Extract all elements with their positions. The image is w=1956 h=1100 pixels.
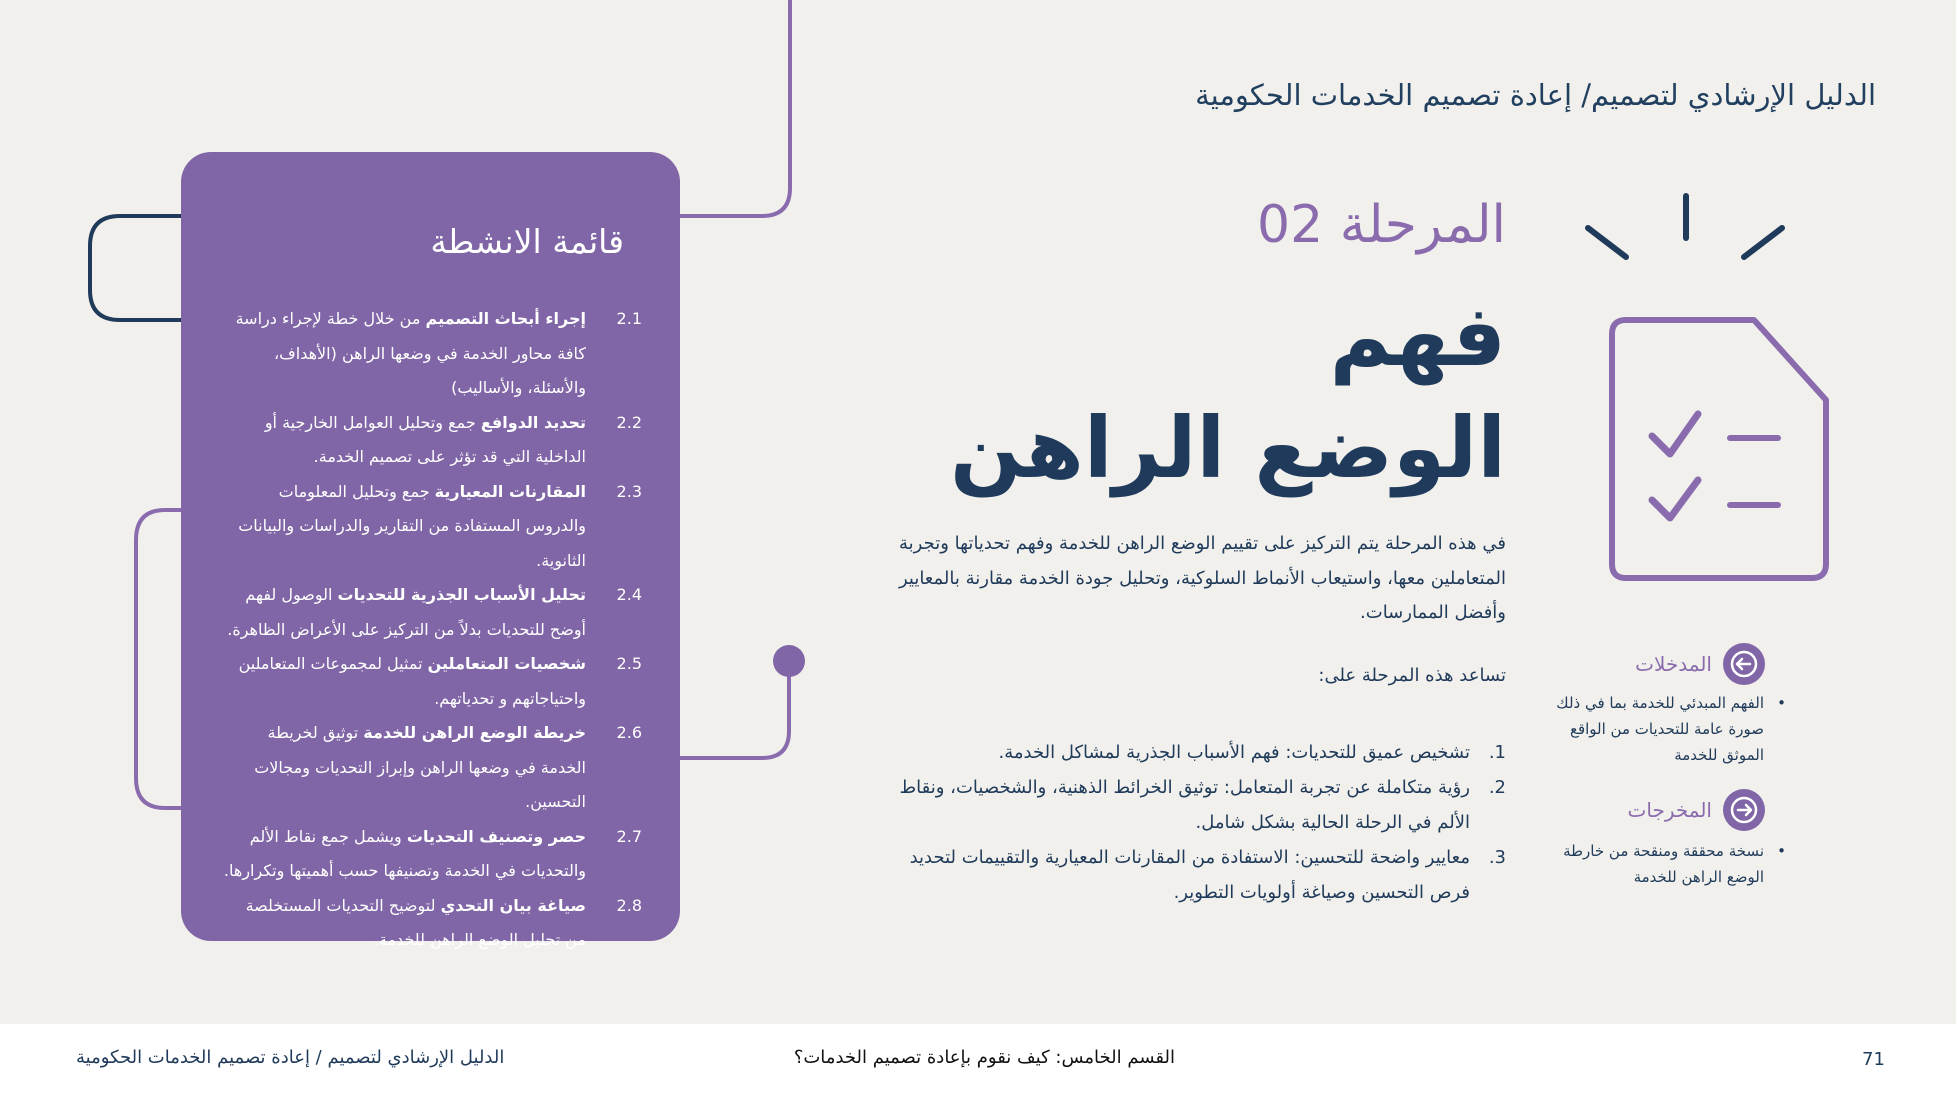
activity-text: المقارنات المعيارية جمع وتحليل المعلومات والدروس المستفادة من التقارير والدراسات والبيانات الثانوية. [238,481,586,570]
activity-text: حصر وتصنيف التحديات ويشمل جمع نقاط الألم والتحديات في الخدمة وتصنيفها حسب أهميتها وتكرارها. [223,826,586,880]
list-item [222,406,642,475]
activity-number: 2.4 [616,585,642,604]
outputs-label: المخرجات [1627,798,1712,822]
activity-number: 2.8 [616,895,642,915]
activity-number: 2.1 [616,309,642,328]
inputs-list [1556,690,1816,768]
list-item [222,889,642,958]
document-title: الدليل الإرشادي لتصميم/ إعادة تصميم الخدمات الحكومية [1195,78,1876,112]
activity-text: تحليل الأسباب الجذرية للتحديات الوصول لفهم أوضح للتحديات بدلاً من التركيز على الأعراض الظاهرة. [227,585,586,639]
activities-title: قائمة الانشطة [430,222,624,261]
page-number: 71 [1862,1049,1885,1070]
mid-connector-line [680,662,789,758]
inputs-heading [1566,642,1766,686]
activity-text: صياغة بيان التحدي لتوضيح التحديات المستخلصة من تحليل الوضع الراهن للخدمة. [245,895,586,949]
arrow-right-circle-icon [1722,788,1766,832]
footer-section: القسم الخامس: كيف نقوم بإعادة تصميم الخدمات؟ [793,1047,1175,1068]
list-item [222,820,642,889]
left-navy-bracket [90,216,181,320]
activity-text: شخصيات المتعاملين تمثيل لمجموعات المتعاملين واحتياجاتهم و تحدياتهم. [238,654,586,708]
outputs-list [1556,838,1816,890]
activity-text: تحديد الدوافع جمع وتحليل العوامل الخارجية أو الداخلية التي قد تؤثر على تصميم الخدمة. [264,412,586,466]
activity-number: 2.7 [616,826,642,846]
benefit-text: معايير واضحة للتحسين: الاستفادة من المقارنات المعيارية والتقييمات لتحديد فرص التحسين وصياغة أولويات التطوير. [909,847,1470,903]
checklist-document-icon [1588,196,1826,578]
activities-card [181,152,680,949]
list-item [866,840,1506,910]
benefit-number: 2. [1488,777,1506,798]
arrow-left-circle-icon [1722,642,1766,686]
phase-intro: في هذه المرحلة يتم التركيز على تقييم الوضع الراهن للخدمة وفهم تحدياتها وتجربة المتعاملين معها، واستيعاب الأنماط السلوكية، وتحليل جودة الخدمة مقارنة بالمعايير وأفضل الممارسات. [898,533,1506,623]
list-item [222,716,642,820]
benefit-text: تشخيص عميق للتحديات: فهم الأسباب الجذرية لمشاكل الخدمة. [998,742,1470,763]
benefit-number: 1. [1488,742,1506,763]
list-item [222,302,642,406]
activity-text: إجراء أبحاث التصميم من خلال خطة لإجراء دراسة كافة محاور الخدمة في وضعها الراهن (الأهداف، والأسئلة، والأساليب) [235,309,586,397]
activities-list [222,302,642,958]
activity-number: 2.3 [616,481,642,501]
top-connector-line [680,0,790,216]
connector-dot [773,645,805,677]
list-item [222,647,642,716]
footer-doc-title: الدليل الإرشادي لتصميم / إعادة تصميم الخدمات الحكومية [76,1047,505,1068]
inputs-label: المدخلات [1635,652,1712,676]
phase-title [806,280,1506,504]
list-item: • نسخة محققة ومنقحة من خارطة الوضع الراهن للخدمة [1556,838,1816,890]
list-item [866,735,1506,770]
activity-text: خريطة الوضع الراهن للخدمة توثيق لخريطة الخدمة في وضعها الراهن وإبراز التحديات ومجالات التحسين. [254,723,586,811]
activity-number: 2.2 [616,412,642,432]
benefits-list [866,735,1506,910]
phase-label: المرحلة 02 [1257,195,1506,255]
activity-number: 2.5 [616,654,642,673]
list-item: • الفهم المبدئي للخدمة بما في ذلك صورة عامة للتحديات من الواقع الموثق للخدمة [1556,690,1816,768]
phase-title-line-1: فهم [1329,287,1506,385]
list-item [866,770,1506,840]
outputs-heading [1566,788,1766,832]
benefit-text: رؤية متكاملة عن تجربة المتعامل: توثيق الخرائط الذهنية، والشخصيات، ونقاط الألم في الرحلة الحالية بشكل شامل. [899,777,1470,833]
left-purple-bracket [136,510,181,808]
list-item [222,475,642,579]
phase-title-line-2: الوضع الراهن [949,399,1506,497]
activity-number: 2.6 [616,723,642,742]
benefit-number: 3. [1488,847,1506,868]
helps-label: تساعد هذه المرحلة على: [1318,665,1506,686]
list-item [222,578,642,647]
